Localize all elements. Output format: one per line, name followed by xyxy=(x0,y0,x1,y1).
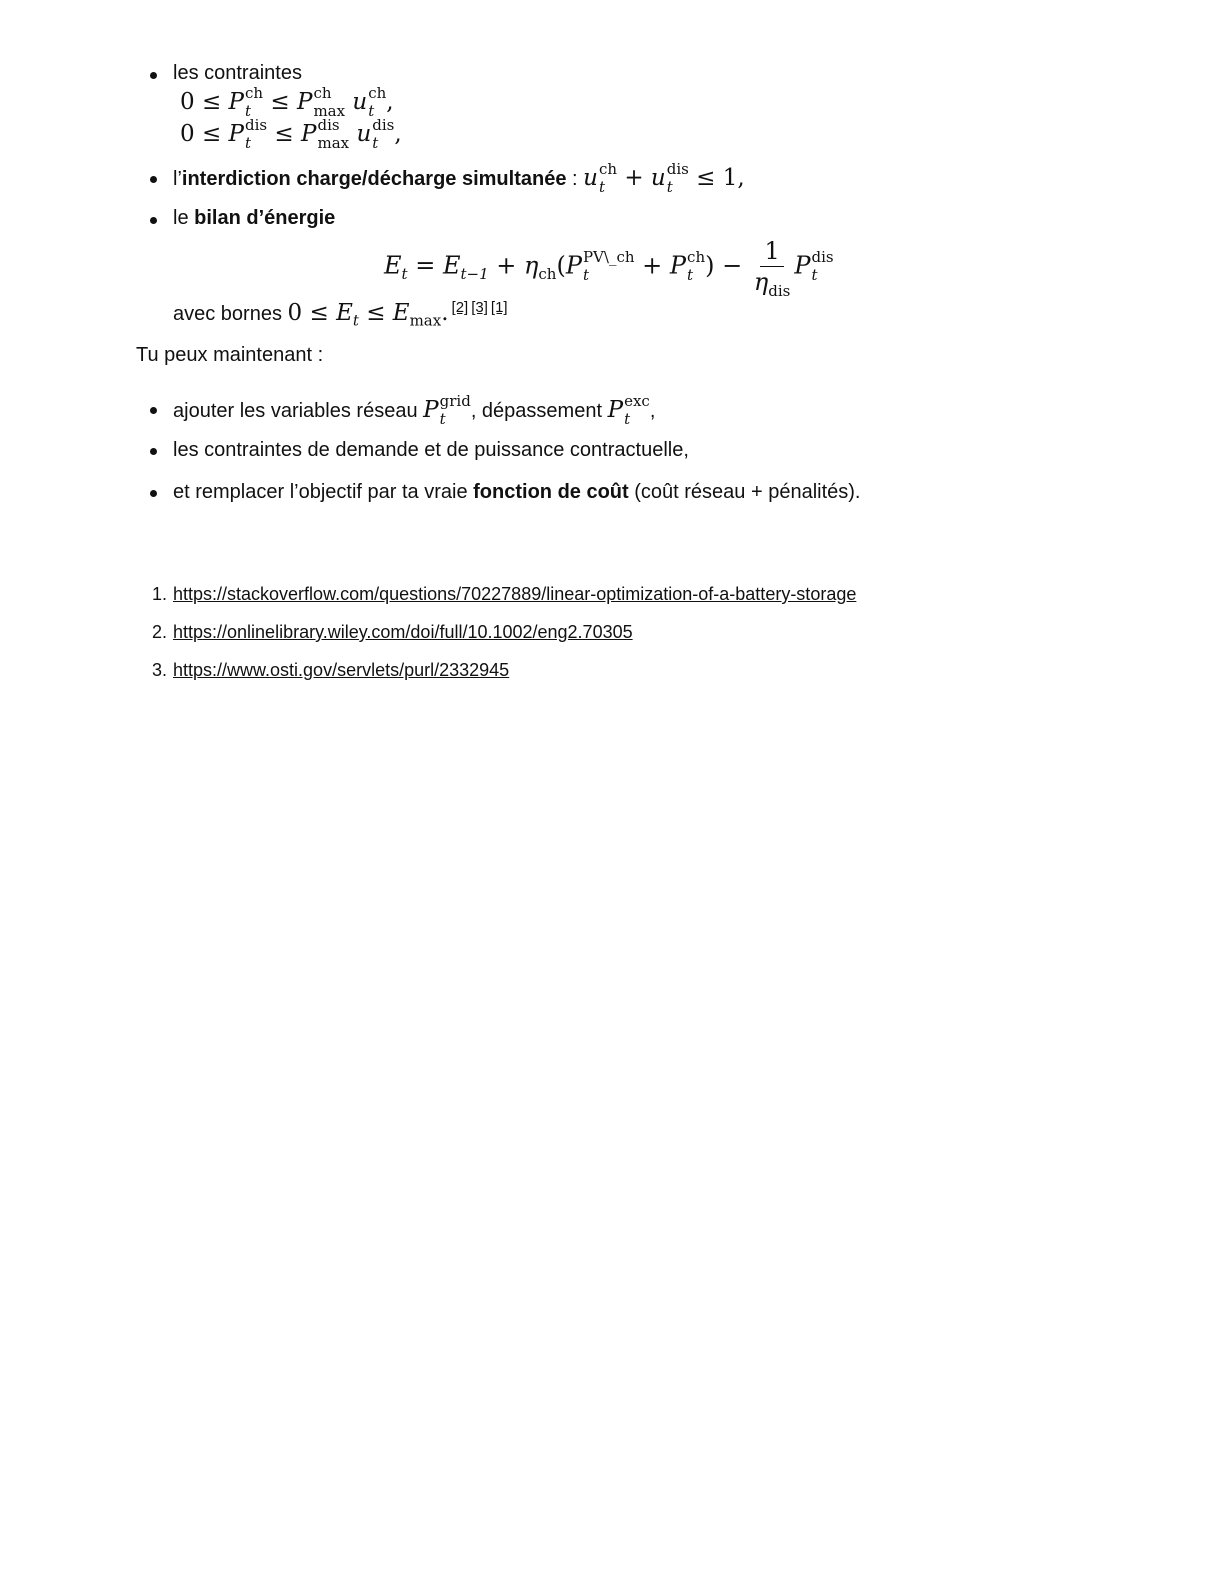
bullet-dot xyxy=(150,407,157,414)
energy-balance-prefix: le xyxy=(173,207,195,229)
bullet-dot xyxy=(150,72,157,79)
energy-balance-line xyxy=(173,207,335,230)
bounds-formula: $0 \le E_t \le E_{max}$. xyxy=(287,300,449,330)
excess-text: , dépassement xyxy=(470,400,603,422)
intro-paragraph: Tu peux maintenant : xyxy=(136,344,324,366)
source-link-1[interactable]: https://stackoverflow.com/questions/70227889/linear-optimization-of-a-battery-storage xyxy=(173,584,857,604)
cost-function-prefix: et remplacer l’objectif par ta vraie xyxy=(173,481,474,503)
bullet-dot xyxy=(150,490,157,497)
energy-balance-bold: bilan d’énergie xyxy=(194,207,336,229)
bullet-dot xyxy=(150,217,157,224)
energy-balance-equation: $E_t = E_{t-1} + \eta_{ch}(P$ PV\_ch t + P ch t ) − $\frac{1}{\eta_{dis}}$ P dis t xyxy=(384,237,834,301)
bounds-text: avec bornes xyxy=(173,303,282,325)
bullet-dot xyxy=(150,448,157,455)
citation-ref-3[interactable]: [3] xyxy=(471,299,488,317)
excess-end: , xyxy=(649,400,656,422)
cost-function-bold: fonction de coût xyxy=(473,481,629,503)
interdiction-suffix: : xyxy=(566,168,578,190)
demand-constraints-line: les contraintes de demande et de puissance contractuelle, xyxy=(173,439,689,461)
bullet-dot xyxy=(150,176,157,183)
grid-variables-text: ajouter les variables réseau xyxy=(173,400,418,422)
interdiction-formula: u ch t + u dis t ≤ 1, xyxy=(583,160,745,196)
citation-ref-2[interactable]: [2] xyxy=(451,299,469,317)
cost-function-line xyxy=(173,481,860,504)
citation-ref-1[interactable]: [1] xyxy=(490,299,508,317)
source-number: 1. xyxy=(152,584,168,604)
source-number: 3. xyxy=(152,660,168,680)
constraint-charge-formula: 0 ≤ P ch t ≤ P ch max u ch t , xyxy=(180,84,394,120)
interdiction-bold: interdiction charge/décharge simultanée xyxy=(181,168,567,190)
constraint-discharge-formula: 0 ≤ P dis t ≤ P dis max u dis t , xyxy=(180,116,402,152)
cost-function-suffix: (coût réseau + pénalités). xyxy=(628,481,861,503)
source-link-2[interactable]: https://onlinelibrary.wiley.com/doi/full/10.1002/eng2.70305 xyxy=(173,622,633,642)
constraints-label: les contraintes xyxy=(173,62,302,84)
excess-variable-formula: P exc t xyxy=(607,392,650,428)
source-number: 2. xyxy=(152,622,168,642)
interdiction-line xyxy=(173,160,745,196)
interdiction-prefix: l’ xyxy=(173,168,182,190)
grid-variable-formula: P grid t xyxy=(423,392,471,428)
source-link-3[interactable]: https://www.osti.gov/servlets/purl/2332945 xyxy=(173,660,510,680)
bounds-line xyxy=(173,299,508,330)
grid-variables-line xyxy=(173,392,656,428)
